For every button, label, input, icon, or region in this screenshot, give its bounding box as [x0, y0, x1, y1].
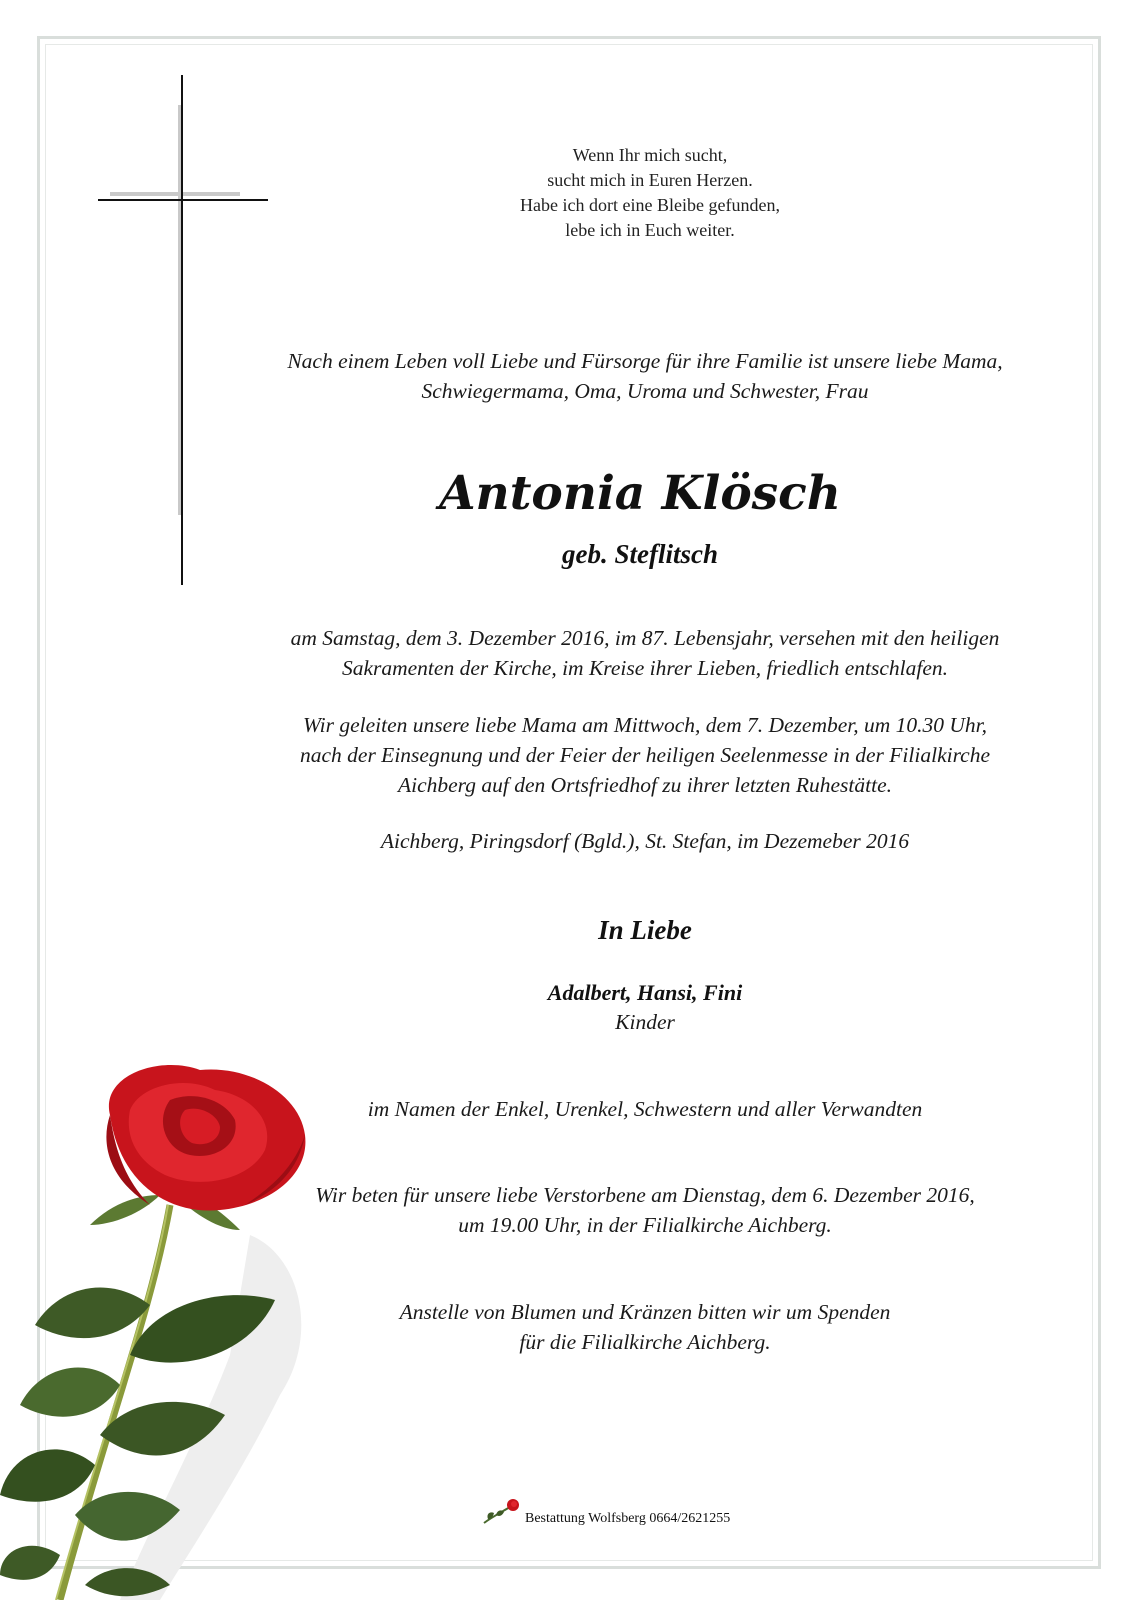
- prayer-line: um 19.00 Uhr, in der Filialkirche Aichberg.: [458, 1213, 832, 1237]
- donation-line: Anstelle von Blumen und Kränzen bitten wir um Spenden: [399, 1300, 891, 1324]
- cross-icon: [95, 75, 275, 595]
- intro-line: Nach einem Leben voll Liebe und Fürsorge für ihre Familie ist unsere liebe Mama,: [287, 349, 1003, 373]
- funeral-line: nach der Einsegnung und der Feier der heiligen Seelenmesse in der Filialkirche: [299, 743, 990, 767]
- funeral-line: Wir geleiten unsere liebe Mama am Mittwoch, dem 7. Dezember, um 10.30 Uhr,: [302, 713, 988, 737]
- rose-icon: [0, 1055, 330, 1600]
- footer-text: Bestattung Wolfsberg 0664/2621255: [525, 1511, 731, 1526]
- donation-line: für die Filialkirche Aichberg.: [519, 1330, 771, 1354]
- donation-notice: [250, 1297, 1040, 1357]
- funeral-line: Aichberg auf den Ortsfriedhof zu ihrer letzten Ruhestätte.: [397, 773, 893, 797]
- rose-logo-icon: [480, 1497, 524, 1527]
- poem-line: Wenn Ihr mich sucht,: [572, 145, 728, 165]
- maiden-name: geb. Steflitsch: [562, 539, 718, 569]
- poem-line: Habe ich dort eine Bleibe gefunden,: [520, 195, 780, 215]
- mourner-role: Kinder: [615, 1010, 675, 1034]
- death-notice: [220, 623, 1070, 683]
- deceased-name: Antonia Klösch: [439, 466, 841, 521]
- intro-line: Schwiegermama, Oma, Uroma und Schwester, Frau: [421, 379, 869, 403]
- intro-text: [220, 346, 1070, 406]
- death-notice-line: am Samstag, dem 3. Dezember 2016, im 87. Lebensjahr, versehen mit den heiligen: [290, 626, 1000, 650]
- place-date: Aichberg, Piringsdorf (Bgld.), St. Stefan, im Dezemeber 2016: [380, 829, 910, 853]
- mourner-names: Adalbert, Hansi, Fini: [547, 980, 743, 1005]
- poem: [470, 143, 830, 243]
- death-notice-line: Sakramenten der Kirche, im Kreise ihrer Lieben, friedlich entschlafen.: [341, 656, 949, 680]
- prayer-line: Wir beten für unsere liebe Verstorbene am Dienstag, dem 6. Dezember 2016,: [315, 1183, 975, 1207]
- funeral-notice: [220, 710, 1070, 800]
- relatives-line: im Namen der Enkel, Urenkel, Schwestern und aller Verwandten: [367, 1097, 923, 1121]
- prayer-notice: [240, 1180, 1050, 1240]
- poem-line: lebe ich in Euch weiter.: [565, 220, 735, 240]
- footer: [480, 1497, 780, 1527]
- poem-line: sucht mich in Euren Herzen.: [547, 170, 753, 190]
- in-love-heading: In Liebe: [598, 915, 692, 945]
